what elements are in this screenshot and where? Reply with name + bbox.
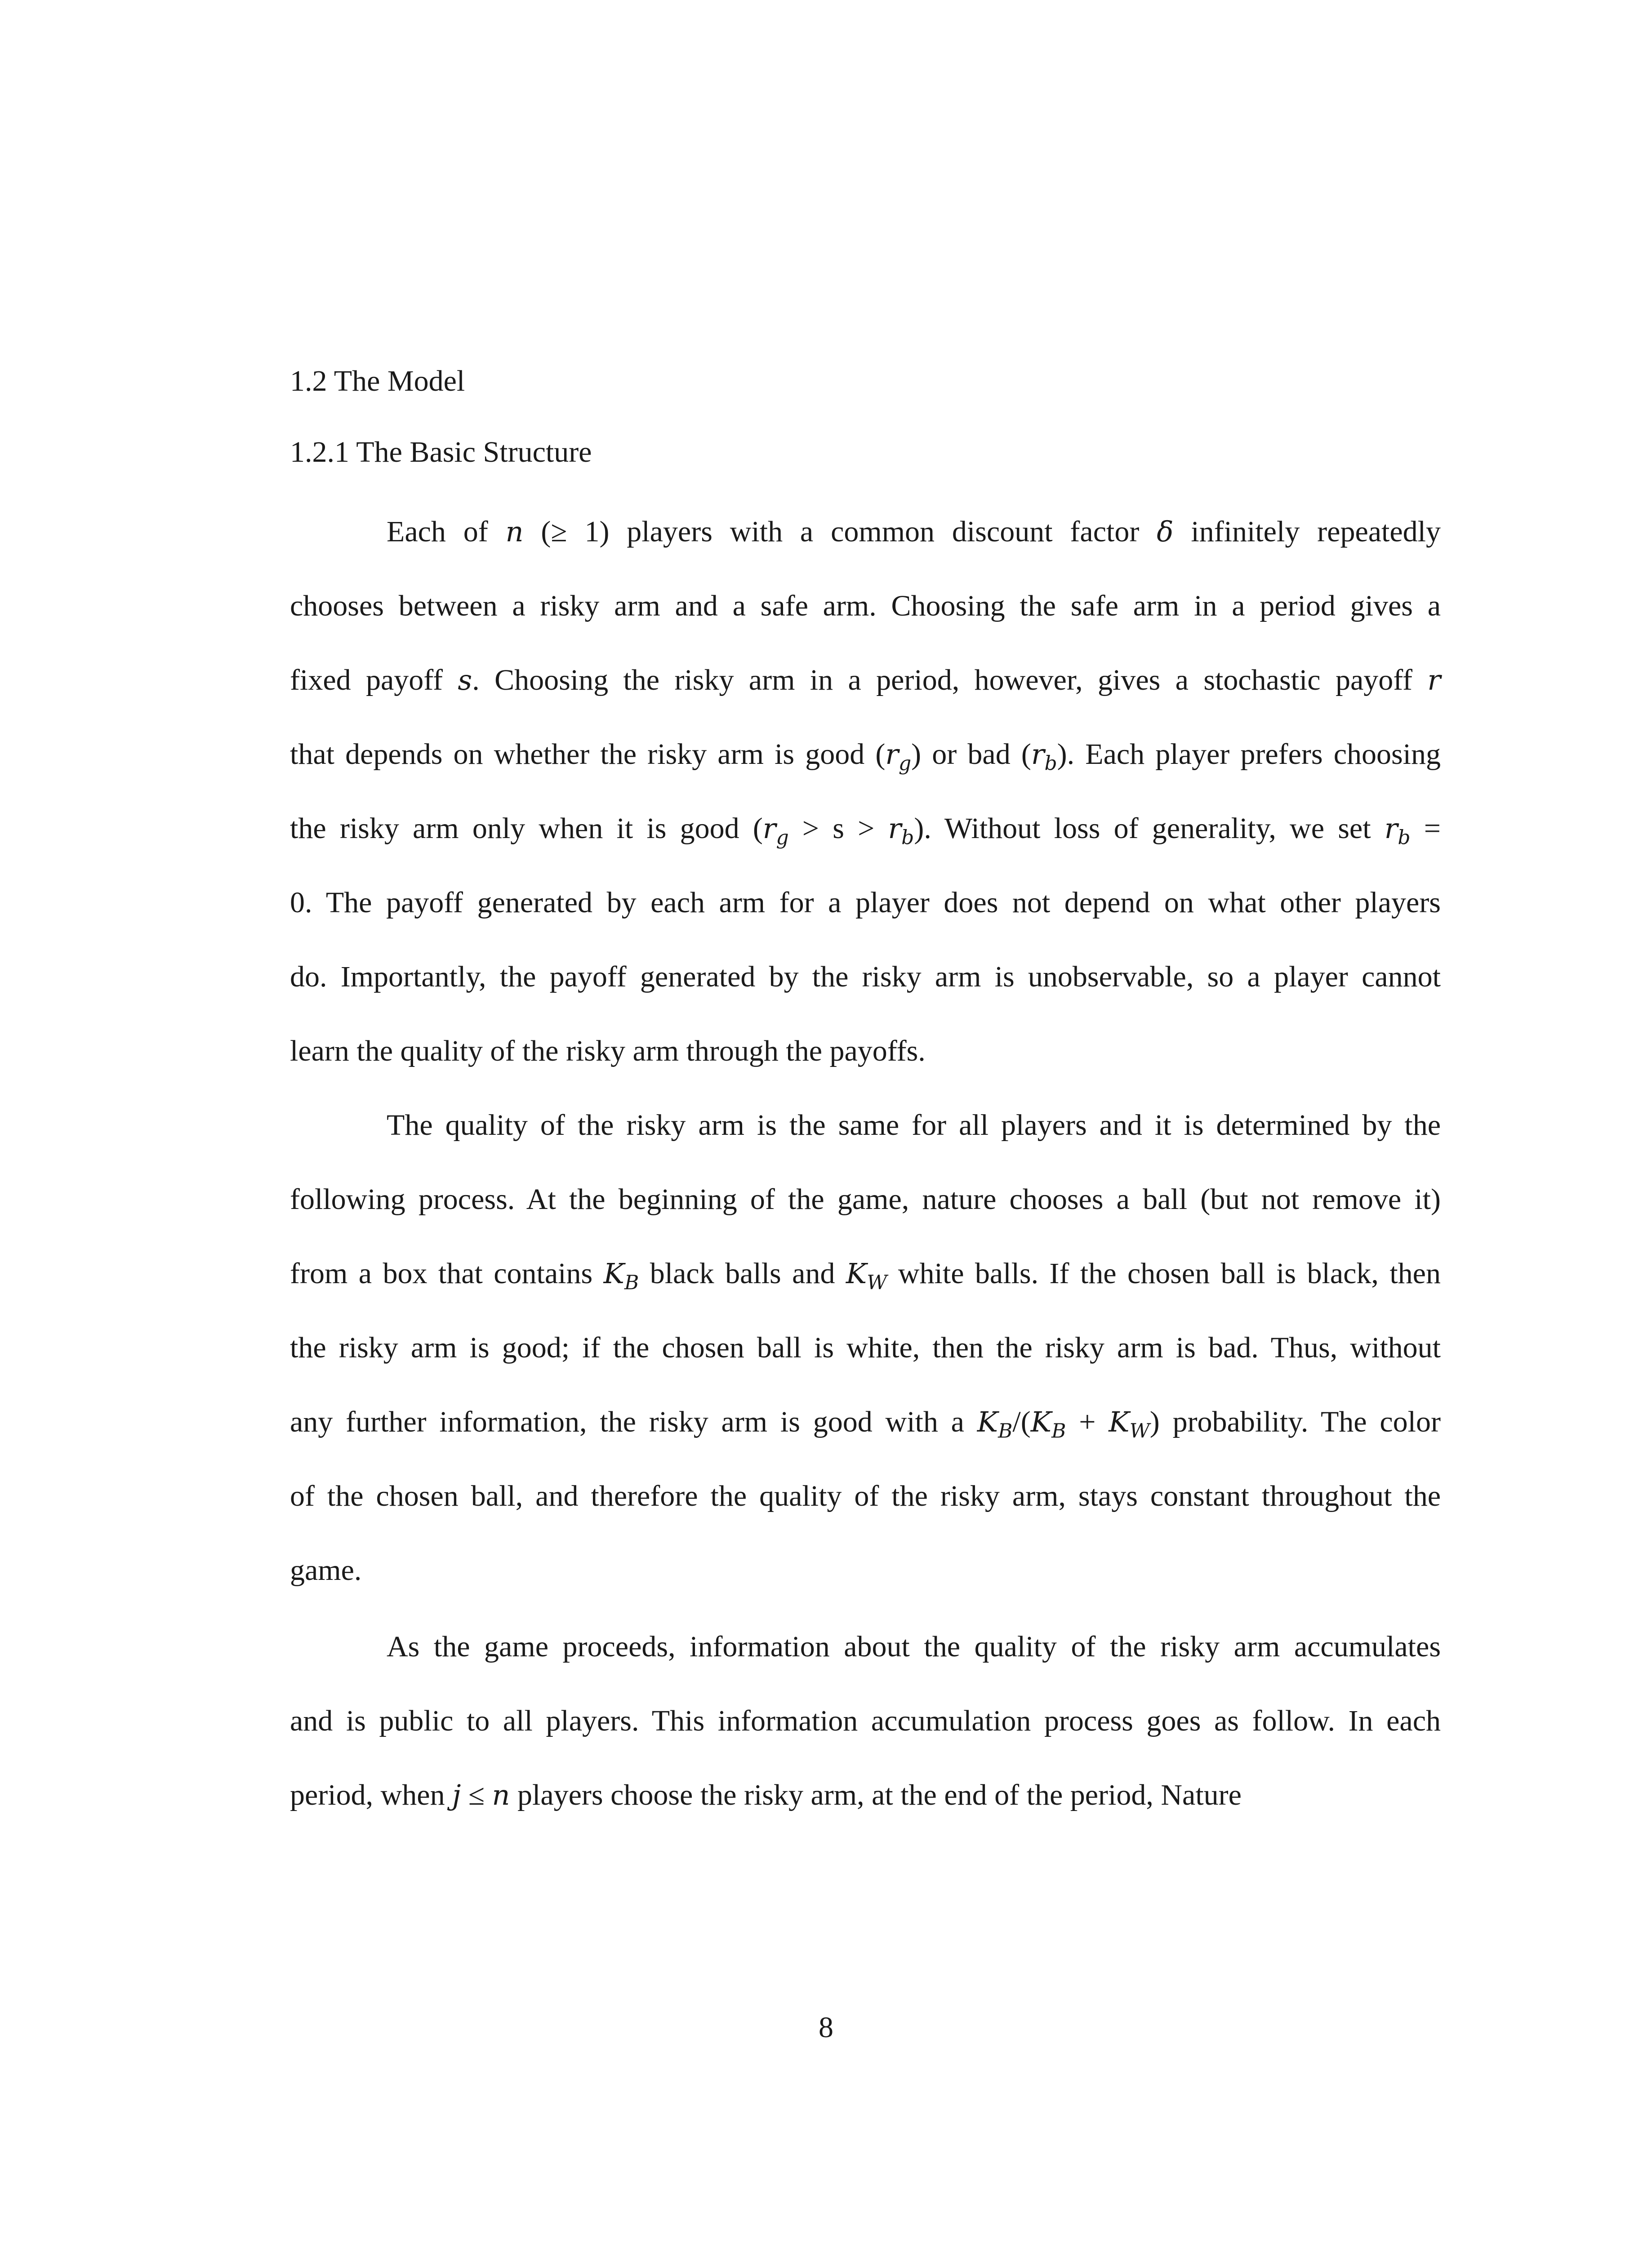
text-line: and is public to all players. This information accumulation process goes as follow. In each: [290, 1704, 1441, 1737]
text-line: period, when j ≤ n players choose the risky arm, at the end of the period, Nature: [290, 1779, 1242, 1811]
text-line: learn the quality of the risky arm through the payoffs.: [290, 1035, 926, 1067]
text-line: do. Importantly, the payoff generated by the risky arm is unobservable, so a player cannot: [290, 960, 1441, 993]
text-line: The quality of the risky arm is the same for all players and it is determined by the: [387, 1109, 1441, 1142]
text-line: Each of n (≥ 1) players with a common discount factor δ infinitely repeatedly: [387, 515, 1441, 548]
text-line: of the chosen ball, and therefore the quality of the risky arm, stays constant throughout the: [290, 1480, 1441, 1512]
section-heading: 1.2 The Model: [290, 365, 465, 397]
text-line: following process. At the beginning of the game, nature chooses a ball (but not remove it): [290, 1183, 1441, 1216]
subsection-heading: 1.2.1 The Basic Structure: [290, 436, 592, 468]
text-line: from a box that contains $K_B$ black balls and $K_W$ white balls. If the chosen ball is black, then: [290, 1257, 1441, 1294]
text-line: As the game proceeds, information about the quality of the risky arm accumulates: [387, 1630, 1441, 1663]
text-line: chooses between a risky arm and a safe arm. Choosing the safe arm in a period gives a: [290, 589, 1441, 622]
text-line: 0. The payoff generated by each arm for a player does not depend on what other players: [290, 886, 1441, 919]
text-line: that depends on whether the risky arm is good $(r_g)$ or bad $(r_b)$. Each player prefers choosing: [290, 738, 1441, 775]
text-line: fixed payoff s. Choosing the risky arm in a period, however, gives a stochastic payoff r: [290, 664, 1441, 696]
text-line: game.: [290, 1554, 362, 1587]
text-line: any further information, the risky arm is good with a $K_B/(K_B + K_W)$ probability. The color: [290, 1405, 1441, 1443]
page-number: 8: [819, 2011, 833, 2044]
text-line: the risky arm only when it is good $(r_g > s > r_b)$. Without loss of generality, we set $r_b$ =: [290, 812, 1441, 849]
text-line: the risky arm is good; if the chosen ball is white, then the risky arm is bad. Thus, without: [290, 1331, 1441, 1364]
